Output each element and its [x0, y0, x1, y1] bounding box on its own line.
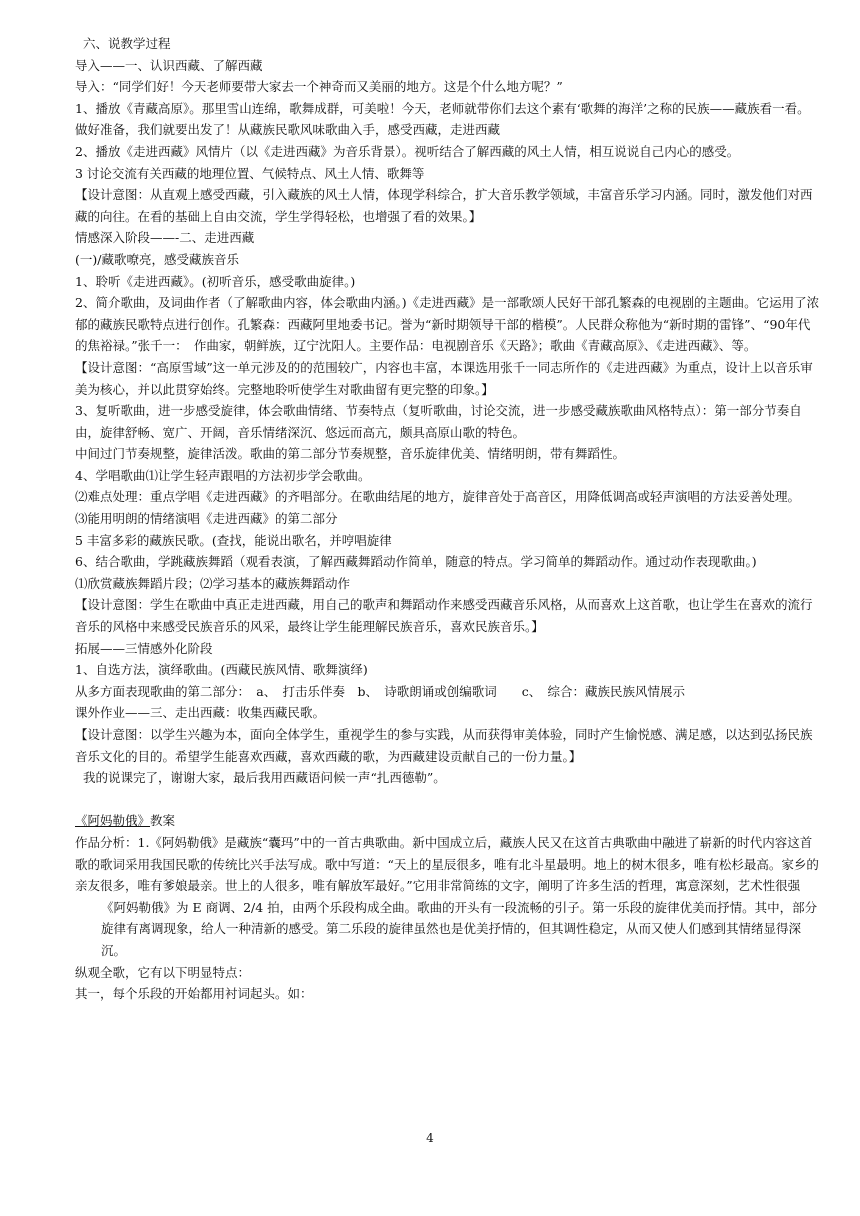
text-line: (一)/藏歌嘹亮，感受藏族音乐 [75, 251, 239, 267]
text-paragraph: 1、播放《青藏高原》。那里雪山连绵，歌舞成群，可美啦！今天，老师就带你们去这个素有‘歌舞的海洋’之称的民族——藏族看一看。做好准备，我们就要出发了！从藏族民歌风味歌曲入手，感受西藏，走进西藏 [75, 100, 810, 138]
text-line: 课外作业——三、走出西藏：收集西藏民歌。 [75, 705, 326, 721]
text-line: 1、聆听《走进西藏》。(初听音乐，感受歌曲旋律。) [75, 273, 356, 289]
lesson-plan-title-rest: 教案 [150, 813, 176, 829]
page-number: 4 [426, 1131, 434, 1145]
text-line: 从多方面表现歌曲的第二部分： a、 打击乐伴奏 b、 诗歌朗诵或创编歌词 c、 综合：藏族民族风情展示 [75, 683, 685, 699]
section-heading: 六、说教学过程 [83, 36, 171, 51]
lesson-plan-title [75, 810, 820, 832]
text-line: 导入：“同学们好！今天老师要带大家去一个神奇而又美丽的地方。这是个什么地方呢？” [75, 79, 563, 95]
text-line: 情感深入阶段——-二、走进西藏 [75, 230, 255, 246]
spacer [75, 789, 820, 811]
analysis-paragraph: 作品分析：1.《阿妈勒俄》是藏族“囊玛”中的一首古典歌曲。新中国成立后，藏族人民又在这首古典歌曲中融进了崭新的时代内容这首歌的歌词采用我国民歌的传统比兴手法写成。歌中写道：“天上的星辰很多，唯有北斗星最明。地上的树木很多，唯有松杉最高。家乡的亲友很多，唯有爹娘最亲。世上的人很多，唯有解放军最好。”它用非常简练的文字，阐明了许多生活的哲理，寓意深刻，艺术性很强 [75, 834, 819, 894]
text-line: ⑶能用明朗的情绪演唱《走进西藏》的第二部分 [75, 511, 338, 527]
design-intent-paragraph: 【设计意图：从直观上感受西藏，引入藏族的风土人情，体现学科综合，扩大音乐教学领域，丰富音乐学习内涵。同时，激发他们对西藏的向往。在看的基础上自由交流，学生学得轻松，也增强了看的效果。】 [75, 187, 813, 224]
text-line: 1、自选方法，演绎歌曲。(西藏民族风情、歌舞演绎) [75, 662, 368, 678]
text-line: 4、学唱歌曲⑴让学生轻声跟唱的方法初步学会歌曲。 [75, 467, 371, 483]
text-line: 拓展——三情感外化阶段 [75, 640, 213, 656]
design-intent-paragraph: 【设计意图：学生在歌曲中真正走进西藏，用自己的歌声和舞蹈动作来感受西藏音乐风格，从而喜欢上这首歌，也让学生在喜欢的流行音乐的风格中来感受民族音乐的风采，最终让学生能理解民族音乐，喜欢民族音乐。】 [75, 597, 813, 635]
text-line: 导入——一、认识西藏、了解西藏 [75, 57, 263, 73]
closing-line: 我的说课完了，谢谢大家，最后我用西藏语问候一声“扎西德勒”。 [83, 770, 446, 786]
text-line: 6、结合歌曲，学跳藏族舞蹈（观看表演，了解西藏舞蹈动作简单，随意的特点。学习简单的舞蹈动作。通过动作表现歌曲。) [75, 554, 757, 570]
design-intent-paragraph: 【设计意图：“高原雪域”这一单元涉及的的范围较广，内容也丰富，本课选用张千一同志所作的《走进西藏》为重点，设计上以音乐审美为核心，并以此贯穿始终。完整地聆听使学生对歌曲留有更完整的印象。】 [75, 359, 813, 397]
text-paragraph: 2、简介歌曲，及词曲作者（了解歌曲内容，体会歌曲内涵。)《走进西藏》是一部歌颂人民好干部孔繁森的电视剧的主题曲。它运用了浓郁的藏族民歌特点进行创作。孔繁森：西藏阿里地委书记。誉为“新时期领导干部的楷模”。人民群众称他为“新时期的雷锋”、“90年代的焦裕禄。”张千一： 作曲家，朝鲜族，辽宁沈阳人。主要作品：电视剧音乐《天路》；歌曲《青藏高原》、《走进西藏》、等。 [75, 295, 820, 354]
design-intent-paragraph: 【设计意图：以学生兴趣为本，面向全体学生，重视学生的参与实践，从而获得审美体验，同时产生愉悦感、满足感，以达到弘扬民族音乐文化的目的。希望学生能喜欢西藏，喜欢西藏的歌，为西藏建设贡献自己的一份力量。】 [75, 727, 813, 764]
text-paragraph: 3、复听歌曲，进一步感受旋律，体会歌曲情绪、节奏特点（复听歌曲，讨论交流，进一步感受藏族歌曲风格特点）：第一部分节奏自由，旋律舒畅、宽广、开阔，音乐情绪深沉、悠远而高亢，颇具高原山歌的特色。 [75, 403, 802, 440]
lesson-plan-title-link[interactable]: 《阿妈勒俄》 [75, 813, 151, 829]
text-line: 中间过门节奏规整，旋律活泼。歌曲的第二部分节奏规整，音乐旋律优美、情绪明朗，带有舞蹈性。 [75, 446, 626, 462]
text-line: 5 丰富多彩的藏族民歌。(查找，能说出歌名，并哼唱旋律 [75, 532, 392, 548]
document-body [75, 33, 820, 1005]
text-line: ⑴欣赏藏族舞蹈片段；⑵学习基本的藏族舞蹈动作 [75, 575, 351, 591]
analysis-paragraph: 《阿妈勒俄》为 E 商调、2/4 拍，由两个乐段构成全曲。歌曲的开头有一段流畅的引子。第一乐段的旋律优美而抒情。其中，部分旋律有离调现象，给人一种清新的感受。第二乐段的旋律虽然也是优美抒情的，但其调性稳定，从而又使人们感到其情绪显得深沉。 [101, 899, 818, 958]
text-line: ⑵难点处理：重点学唱《走进西藏》的齐唱部分。在歌曲结尾的地方，旋律音处于高音区，用降低调高或轻声演唱的方法妥善处理。 [75, 489, 801, 505]
text-line: 3 讨论交流有关西藏的地理位置、气候特点、风土人情、歌舞等 [75, 165, 425, 181]
text-line: 2、播放《走进西藏》风情片（以《走进西藏》为音乐背景）。视听结合了解西藏的风土人情，相互说说自己内心的感受。 [75, 143, 740, 159]
text-line: 纵观全歌，它有以下明显特点： [75, 964, 251, 980]
text-line: 其一，每个乐段的开始都用衬词起头。如： [75, 986, 313, 1002]
